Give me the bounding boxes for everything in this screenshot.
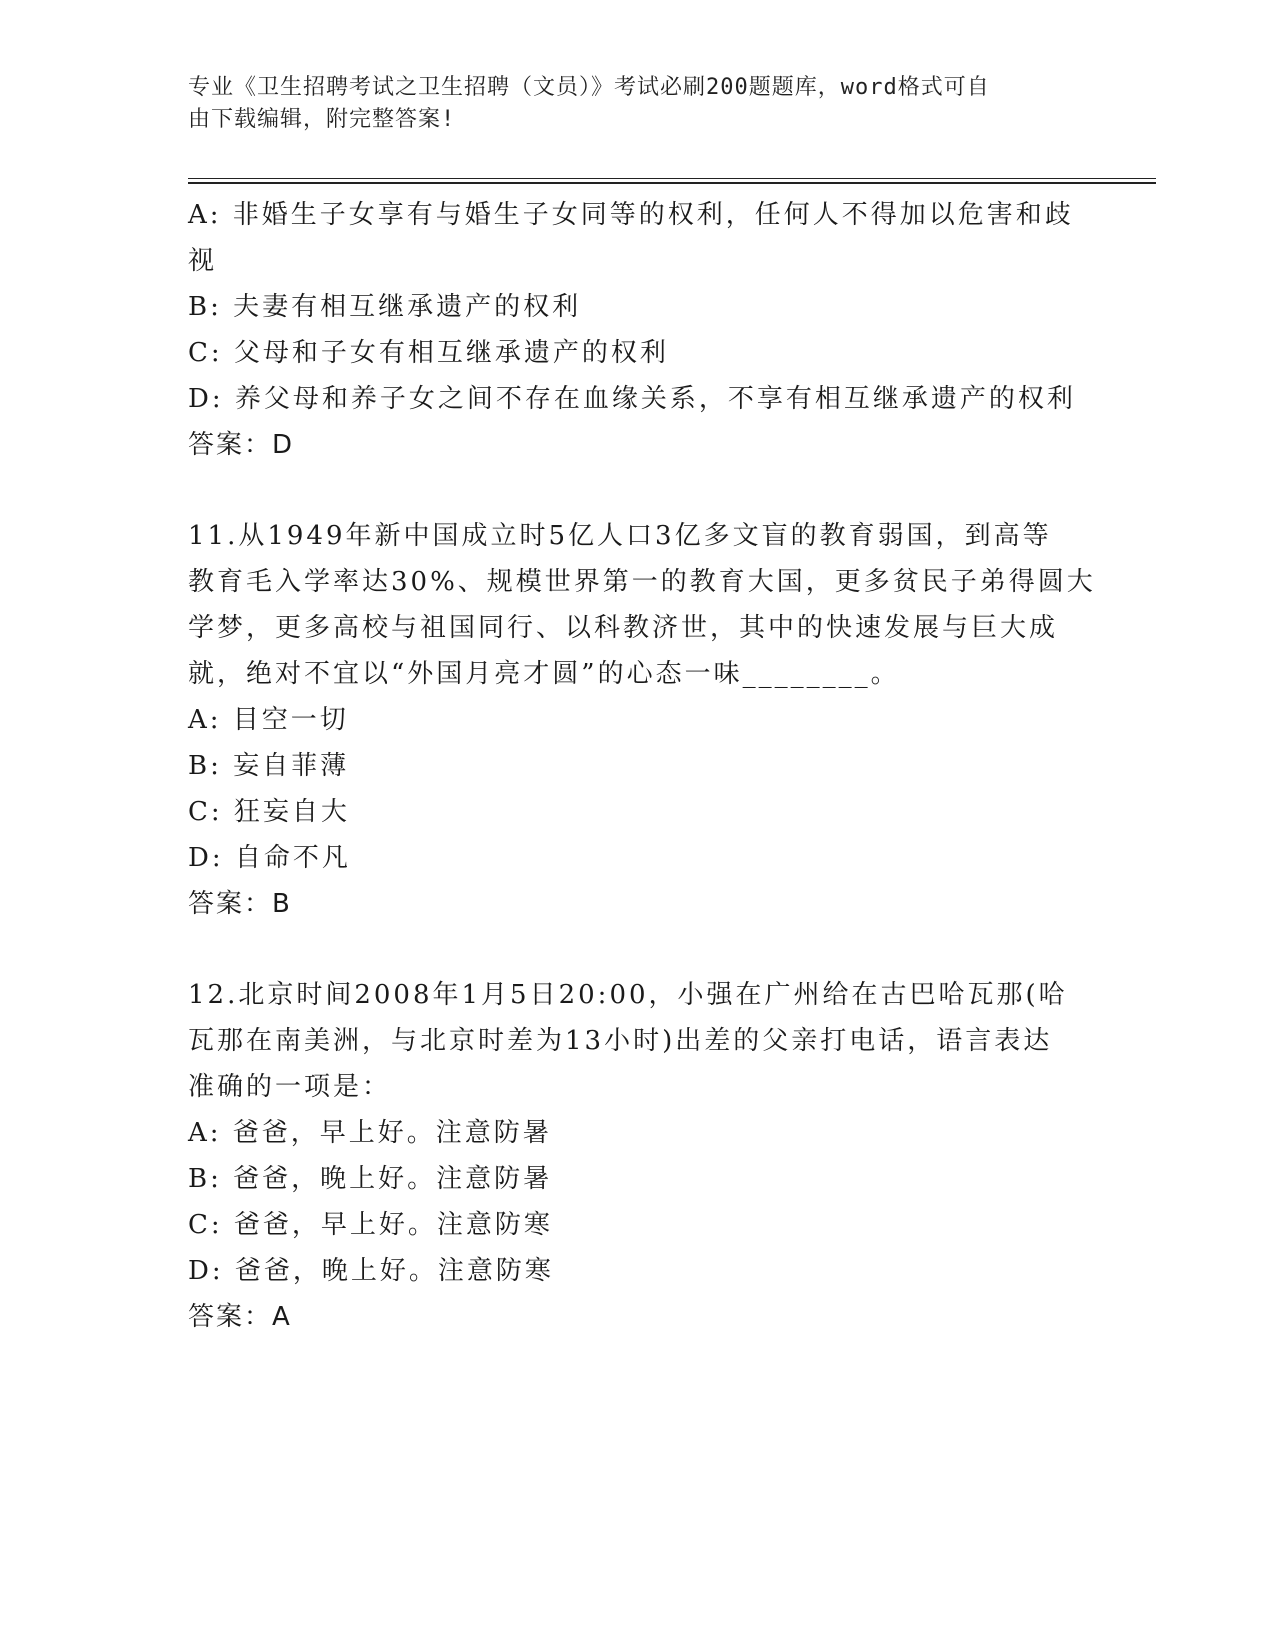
option-d: D: 养父母和养子女之间不存在血缘关系，不享有相互继承遗产的权利 bbox=[188, 384, 1076, 414]
option-d: D: 自命不凡 bbox=[188, 843, 351, 873]
question-text-line-3: 准确的一项是： bbox=[188, 1072, 392, 1102]
question-block-previous bbox=[188, 192, 1088, 468]
option-a: A: 爸爸，早上好。注意防暑 bbox=[188, 1118, 552, 1148]
option-b: B: 夫妻有相互继承遗产的权利 bbox=[188, 292, 582, 322]
option-c: C: 父母和子女有相互继承遗产的权利 bbox=[188, 338, 669, 368]
option-d: D: 爸爸，晚上好。注意防寒 bbox=[188, 1256, 554, 1286]
option-a: A: 非婚生子女享有与婚生子女同等的权利，任何人不得加以危害和歧 bbox=[188, 200, 1074, 230]
spacer bbox=[188, 468, 1088, 513]
question-text-line-1: 11.从1949年新中国成立时5亿人口3亿多文盲的教育弱国，到高等 bbox=[188, 521, 1052, 551]
question-text-line-2: 教育毛入学率达30%、规模世界第一的教育大国，更多贫民子弟得圆大 bbox=[188, 567, 1096, 597]
question-block-12 bbox=[188, 972, 1088, 1340]
question-text-line-2: 瓦那在南美洲，与北京时差为13小时)出差的父亲打电话，语言表达 bbox=[188, 1026, 1053, 1056]
question-list bbox=[188, 192, 1096, 1340]
header-line-2: 由下载编辑，附完整答案! bbox=[188, 107, 456, 132]
question-text-line-1: 12.北京时间2008年1月5日20:00，小强在广州给在古巴哈瓦那(哈 bbox=[188, 980, 1068, 1010]
spacer bbox=[188, 927, 1088, 972]
option-a: A: 目空一切 bbox=[188, 705, 349, 735]
page-header bbox=[188, 72, 1068, 136]
option-b: B: 妄自菲薄 bbox=[188, 751, 350, 781]
option-a-continued: 视 bbox=[188, 246, 218, 276]
option-c: C: 狂妄自大 bbox=[188, 797, 350, 827]
header-line-1: 专业《卫生招聘考试之卫生招聘（文员）》考试必刷200题题库，word格式可自 bbox=[188, 75, 990, 100]
question-text-line-4: 就，绝对不宜以“外国月亮才圆”的心态一味________。 bbox=[188, 659, 900, 689]
option-b: B: 爸爸，晚上好。注意防暑 bbox=[188, 1164, 553, 1194]
question-block-11 bbox=[188, 513, 1096, 927]
header-divider-thin bbox=[188, 178, 1156, 179]
option-c: C: 爸爸，早上好。注意防寒 bbox=[188, 1210, 553, 1240]
answer-line: 答案：A bbox=[188, 1302, 292, 1332]
header-divider-thick bbox=[188, 182, 1156, 184]
answer-line: 答案：B bbox=[188, 889, 292, 919]
question-text-line-3: 学梦，更多高校与祖国同行、以科教济世，其中的快速发展与巨大成 bbox=[188, 613, 1059, 643]
answer-line: 答案：D bbox=[188, 430, 295, 460]
